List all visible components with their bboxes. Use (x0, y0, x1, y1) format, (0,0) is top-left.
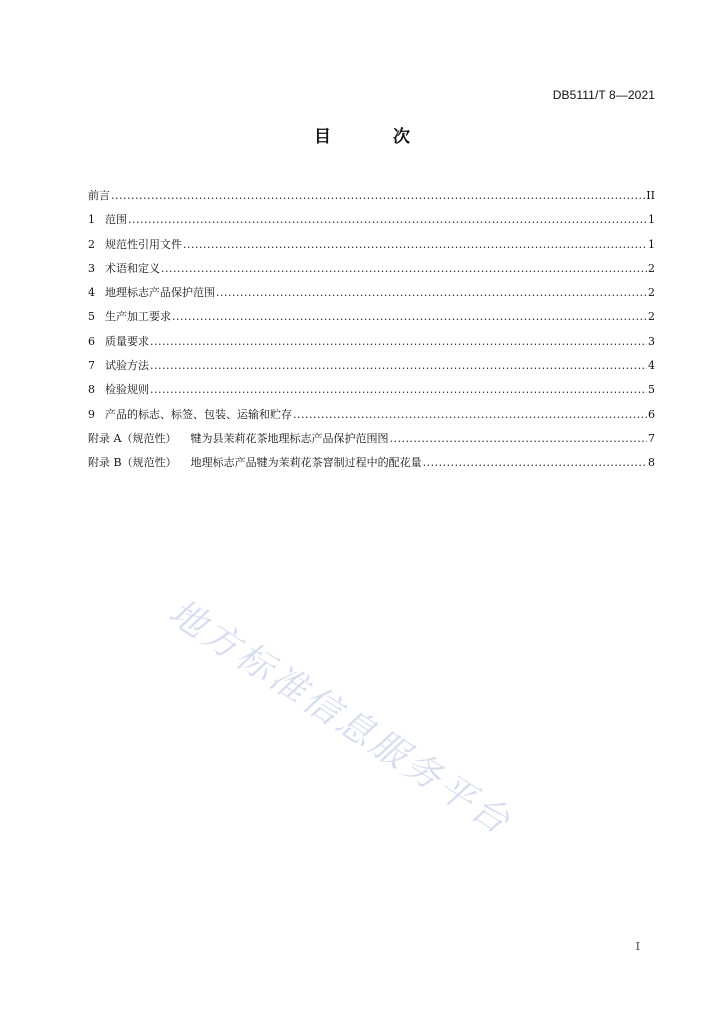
toc-item-number: 5 (88, 310, 95, 324)
toc-leader-dots (216, 283, 647, 303)
toc-item-number: 6 (88, 334, 95, 348)
toc-item-8[interactable] (88, 380, 655, 404)
toc-item-label: 术语和定义 (105, 261, 160, 275)
toc-item-page: 1 (648, 237, 655, 251)
toc-item-page: 2 (648, 261, 655, 275)
toc-item-4[interactable] (88, 283, 655, 307)
toc-item-page: 4 (648, 359, 655, 373)
toc-item-page: 6 (648, 407, 655, 421)
toc-annex-designation: 附录 A（规范性） (88, 431, 177, 445)
toc-leader-dots (111, 186, 645, 206)
toc-item-5[interactable] (88, 307, 655, 331)
toc-item-1[interactable] (88, 210, 655, 234)
toc-leader-dots (183, 235, 647, 255)
toc-item-label: 试验方法 (105, 359, 149, 373)
toc-item-number: 9 (88, 407, 95, 421)
toc-item-3[interactable] (88, 259, 655, 283)
toc-item-7[interactable] (88, 356, 655, 380)
toc-leader-dots (128, 210, 647, 230)
toc-item-page: 7 (648, 431, 655, 445)
watermark: 地方标准信息服务平台 (161, 591, 520, 844)
toc-item-label: 犍为县茉莉花茶地理标志产品保护范围图 (190, 431, 389, 445)
toc-leader-dots (150, 356, 647, 376)
toc-item-page: 2 (648, 286, 655, 300)
toc-item-label: 规范性引用文件 (105, 237, 182, 251)
toc-item-page: II (646, 189, 655, 202)
toc-item-number: 8 (88, 383, 95, 397)
toc-item-number: 2 (88, 237, 95, 251)
toc-item-foreword[interactable] (88, 186, 655, 210)
toc-item-label: 质量要求 (105, 334, 149, 348)
page-number: I (635, 940, 640, 953)
document-code: DB5111/T 8—2021 (552, 88, 655, 102)
toc-item-label: 检验规则 (105, 383, 149, 397)
toc-item-annex-b[interactable] (88, 453, 655, 477)
toc-item-number: 7 (88, 359, 95, 373)
toc-item-number: 3 (88, 261, 95, 275)
toc-annex-designation: 附录 B（规范性） (88, 456, 177, 470)
toc-item-annex-a[interactable] (88, 429, 655, 453)
toc-item-page: 2 (648, 310, 655, 324)
toc-leader-dots (172, 307, 647, 327)
toc-item-9[interactable] (88, 405, 655, 429)
table-of-contents (88, 186, 655, 478)
toc-item-page: 8 (648, 456, 655, 470)
toc-leader-dots (293, 405, 647, 425)
toc-leader-dots (423, 453, 647, 473)
toc-item-label: 产品的标志、标签、包装、运输和贮存 (105, 407, 292, 421)
toc-item-6[interactable] (88, 332, 655, 356)
toc-item-label: 范围 (105, 213, 127, 227)
toc-leader-dots (150, 332, 647, 352)
toc-item-label: 地理标志产品保护范围 (105, 286, 215, 300)
toc-item-page: 5 (648, 383, 655, 397)
toc-leader-dots (389, 429, 647, 449)
toc-leader-dots (161, 259, 647, 279)
toc-item-page: 3 (648, 334, 655, 348)
toc-item-page: 1 (648, 213, 655, 227)
toc-item-label: 前言 (88, 189, 110, 202)
toc-item-2[interactable] (88, 235, 655, 259)
page-title: 目 次 (314, 127, 438, 147)
toc-item-number: 4 (88, 286, 95, 300)
toc-item-label: 生产加工要求 (105, 310, 171, 324)
toc-item-label: 地理标志产品犍为茉莉花茶窨制过程中的配花量 (190, 456, 422, 470)
toc-item-number: 1 (88, 213, 95, 227)
toc-leader-dots (150, 380, 647, 400)
